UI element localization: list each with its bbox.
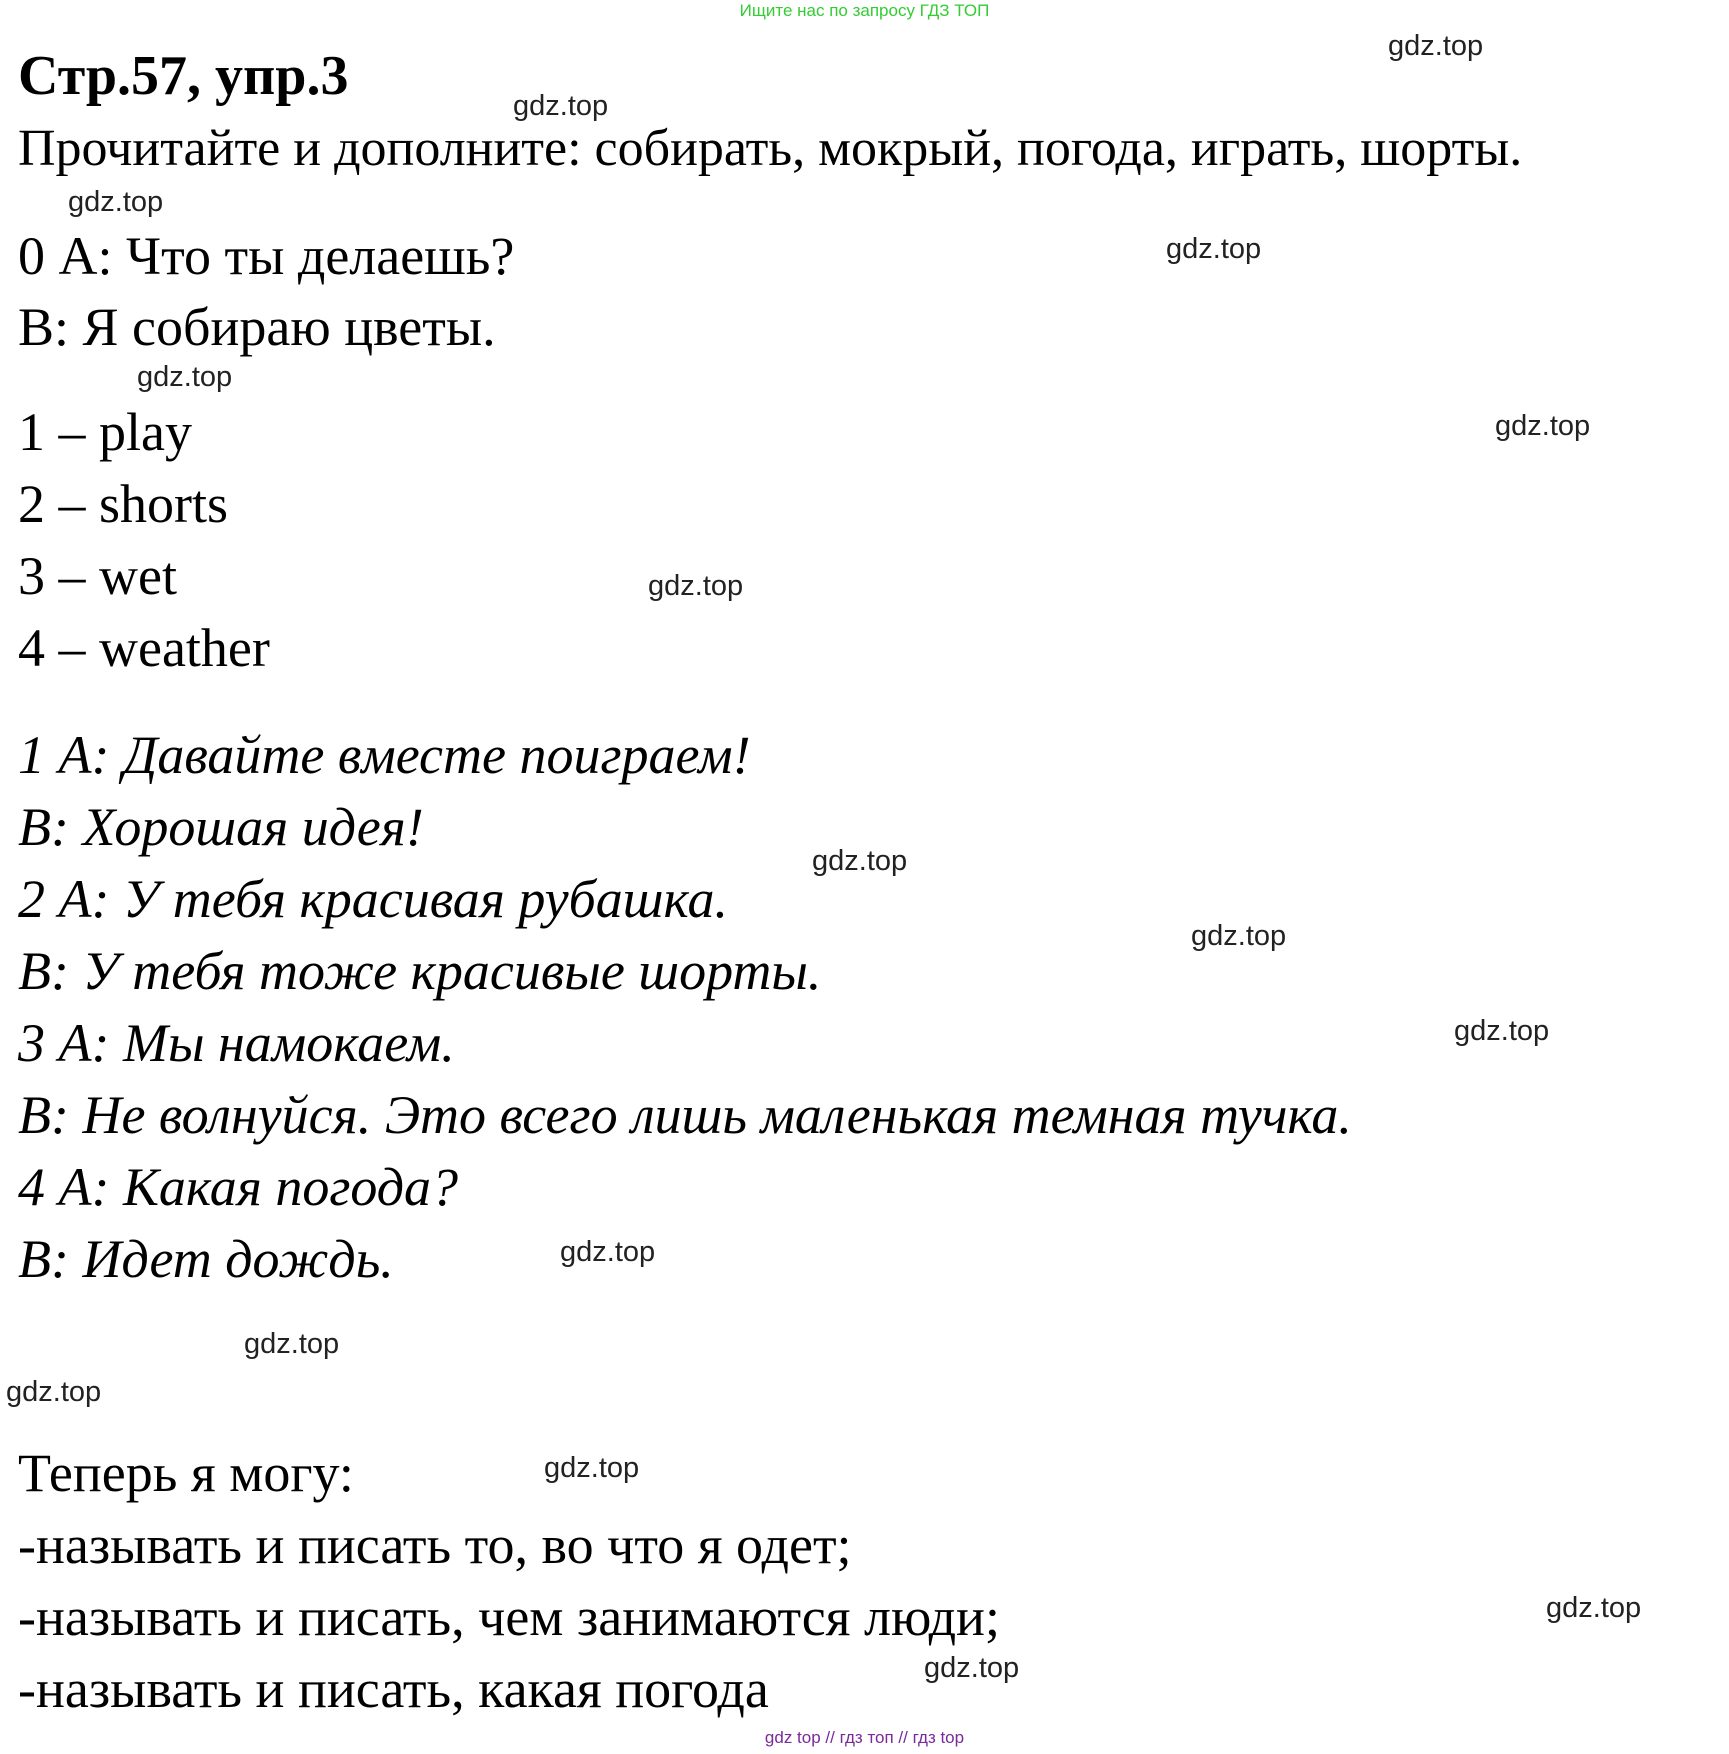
watermark: gdz.top bbox=[648, 570, 744, 602]
watermark: gdz.top bbox=[244, 1328, 340, 1360]
watermark: gdz.top bbox=[6, 1376, 102, 1408]
instruction: Прочитайте и дополните: собирать, мокрый, погода, играть, шорты. bbox=[18, 120, 1523, 177]
answer-2: 2 – shorts bbox=[18, 474, 229, 534]
dialogue-line-1: 1 А: Давайте вместе поиграем! bbox=[18, 725, 751, 785]
watermark: gdz.top bbox=[1388, 30, 1484, 62]
watermark: gdz.top bbox=[1454, 1015, 1550, 1047]
dialogue-line-2: В: Хорошая идея! bbox=[18, 797, 424, 857]
watermark: gdz.top bbox=[560, 1236, 656, 1268]
page-title: Стр.57, упр.3 bbox=[18, 45, 349, 107]
summary-heading: Теперь я могу: bbox=[18, 1443, 354, 1503]
watermark: gdz.top bbox=[1495, 410, 1591, 442]
watermark: gdz.top bbox=[513, 90, 609, 122]
answer-4: 4 – weather bbox=[18, 618, 270, 678]
answer-3: 3 – wet bbox=[18, 546, 177, 606]
top-banner: Ищите нас по запросу ГДЗ ТОП bbox=[739, 1, 990, 20]
dialogue-line-3: 2 А: У тебя красивая рубашка. bbox=[18, 869, 728, 929]
dialogue-line-8: В: Идет дождь. bbox=[18, 1229, 394, 1289]
dialogue-line-4: В: У тебя тоже красивые шорты. bbox=[18, 941, 822, 1001]
answer-1: 1 – play bbox=[18, 402, 192, 462]
watermark: gdz.top bbox=[1166, 233, 1262, 265]
summary-item-1: -называть и писать то, во что я одет; bbox=[18, 1515, 852, 1575]
example-answer: В: Я собираю цветы. bbox=[18, 297, 496, 357]
watermark: gdz.top bbox=[924, 1652, 1020, 1684]
summary-item-3: -называть и писать, какая погода bbox=[18, 1659, 769, 1719]
watermark: gdz.top bbox=[137, 361, 233, 393]
watermark: gdz.top bbox=[1546, 1592, 1642, 1624]
dialogue-line-5: 3 А: Мы намокаем. bbox=[18, 1013, 455, 1073]
watermark: gdz.top bbox=[544, 1452, 640, 1484]
footer-links: gdz top // гдз топ // гдз top bbox=[764, 1728, 965, 1747]
example-question: 0 А: Что ты делаешь? bbox=[18, 226, 515, 286]
dialogue-line-7: 4 А: Какая погода? bbox=[18, 1157, 459, 1217]
summary-item-2: -называть и писать, чем занимаются люди; bbox=[18, 1587, 1000, 1647]
watermark: gdz.top bbox=[68, 186, 164, 218]
watermark: gdz.top bbox=[1191, 920, 1287, 952]
dialogue-line-6: В: Не волнуйся. Это всего лишь маленькая темная тучка. bbox=[18, 1085, 1352, 1145]
watermark: gdz.top bbox=[812, 845, 908, 877]
